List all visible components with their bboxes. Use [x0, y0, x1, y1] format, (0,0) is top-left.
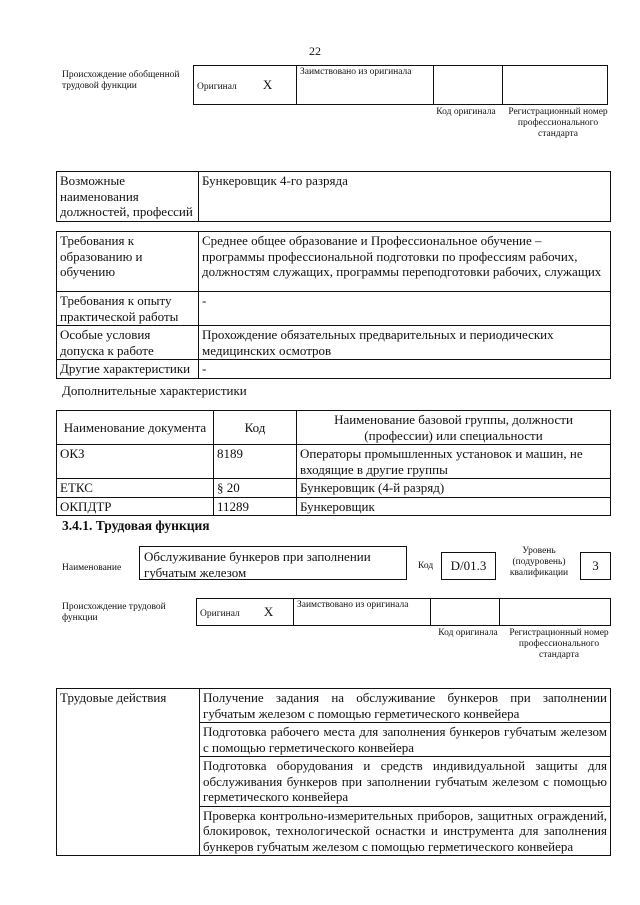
reg-number-cell: [500, 599, 611, 626]
origin-label: Происхождение трудовой функции: [62, 602, 166, 623]
requirement-value: -: [199, 292, 611, 326]
code-original-caption: Код оригинала: [438, 628, 498, 638]
requirement-value: Прохождение обязательных предварительных и периодических медицинских осмотров: [199, 326, 611, 360]
function-code-label: Код: [418, 561, 434, 571]
level-value: 3: [580, 552, 611, 580]
header-cell: Наименование базовой группы, должности (профессии) или специальности: [297, 411, 611, 445]
code-original-cell: [431, 599, 500, 626]
borrowed-label: Заимствовано из оригинала: [297, 66, 434, 105]
requirements-table: [56, 231, 611, 379]
function-code-value: D/01.3: [441, 552, 496, 580]
section-title: 3.4.1. Трудовая функция: [62, 518, 210, 533]
original-mark: X: [263, 604, 274, 619]
borrowed-label: Заимствовано из оригинала: [294, 599, 431, 626]
origin-table: [193, 65, 608, 105]
requirement-label: Требования к опыту практической работы: [57, 292, 199, 326]
page-number: 22: [309, 44, 321, 58]
action-item: Подготовка оборудования и средств индивидуальной защиты для обслуживания бункеров при заполнении губчатым железом с помощью герметического конвейера: [200, 757, 611, 807]
origin-table: [196, 598, 611, 626]
table-cell: ОКЗ: [57, 445, 214, 479]
level-label: Уровень (подуровень) квалификации: [509, 546, 569, 578]
origin-label: Происхождение обобщенной трудовой функции: [62, 70, 180, 91]
requirement-label: Требования к образованию и обучению: [57, 232, 199, 292]
reg-number-caption: Регистрационный номер профессионального стандарта: [509, 628, 609, 660]
reg-number-caption: Регистрационный номер профессионального стандарта: [508, 107, 608, 139]
function-name-value: Обслуживание бункеров при заполнении губчатым железом: [139, 546, 407, 580]
positions-label: Возможные наименования должностей, профессий: [57, 172, 199, 222]
requirement-label: Другие характеристики: [57, 360, 199, 379]
table-cell: Операторы промышленных установок и машин, не входящие в другие группы: [297, 445, 611, 479]
original-label: Оригинал: [197, 82, 237, 92]
original-cell: [194, 66, 297, 105]
original-mark: X: [262, 77, 273, 92]
positions-table: [56, 171, 611, 222]
requirement-label: Особые условия допуска к работе: [57, 326, 199, 360]
header-cell: Код: [214, 411, 297, 445]
table-cell: Бункеровщик (4-й разряд): [297, 479, 611, 498]
table-cell: § 20: [214, 479, 297, 498]
code-original-cell: [434, 66, 503, 105]
reg-number-cell: [503, 66, 608, 105]
actions-table: [56, 688, 611, 856]
table-cell: ОКПДТР: [57, 497, 214, 516]
additional-table: [56, 410, 611, 516]
action-item: Проверка контрольно-измерительных приборов, защитных ограждений, блокировок, технологической оснастки и инструмента для заполнения бункеров губчатым железом с помощью герметического конвейера: [200, 806, 611, 856]
requirement-value: -: [199, 360, 611, 379]
actions-label: Трудовые действия: [57, 689, 200, 856]
table-cell: 8189: [214, 445, 297, 479]
action-item: Подготовка рабочего места для заполнения бункеров губчатым железом с помощью герметического конвейера: [200, 723, 611, 757]
header-cell: Наименование документа: [57, 411, 214, 445]
requirement-value: Среднее общее образование и Профессиональное обучение – программы профессиональной подготовки по профессиям рабочих, должностям служащих, программы переподготовки рабочих, служащих: [199, 232, 611, 292]
action-item: Получение задания на обслуживание бункеров при заполнении губчатым железом с помощью герметического конвейера: [200, 689, 611, 723]
function-name-label: Наименование: [62, 563, 122, 573]
table-cell: 11289: [214, 497, 297, 516]
table-cell: ЕТКС: [57, 479, 214, 498]
additional-title: Дополнительные характеристики: [62, 383, 247, 398]
code-original-caption: Код оригинала: [436, 107, 496, 117]
table-cell: Бункеровщик: [297, 497, 611, 516]
positions-value: Бункеровщик 4-го разряда: [199, 172, 611, 222]
original-cell: [197, 599, 294, 626]
original-label: Оригинал: [200, 609, 240, 619]
